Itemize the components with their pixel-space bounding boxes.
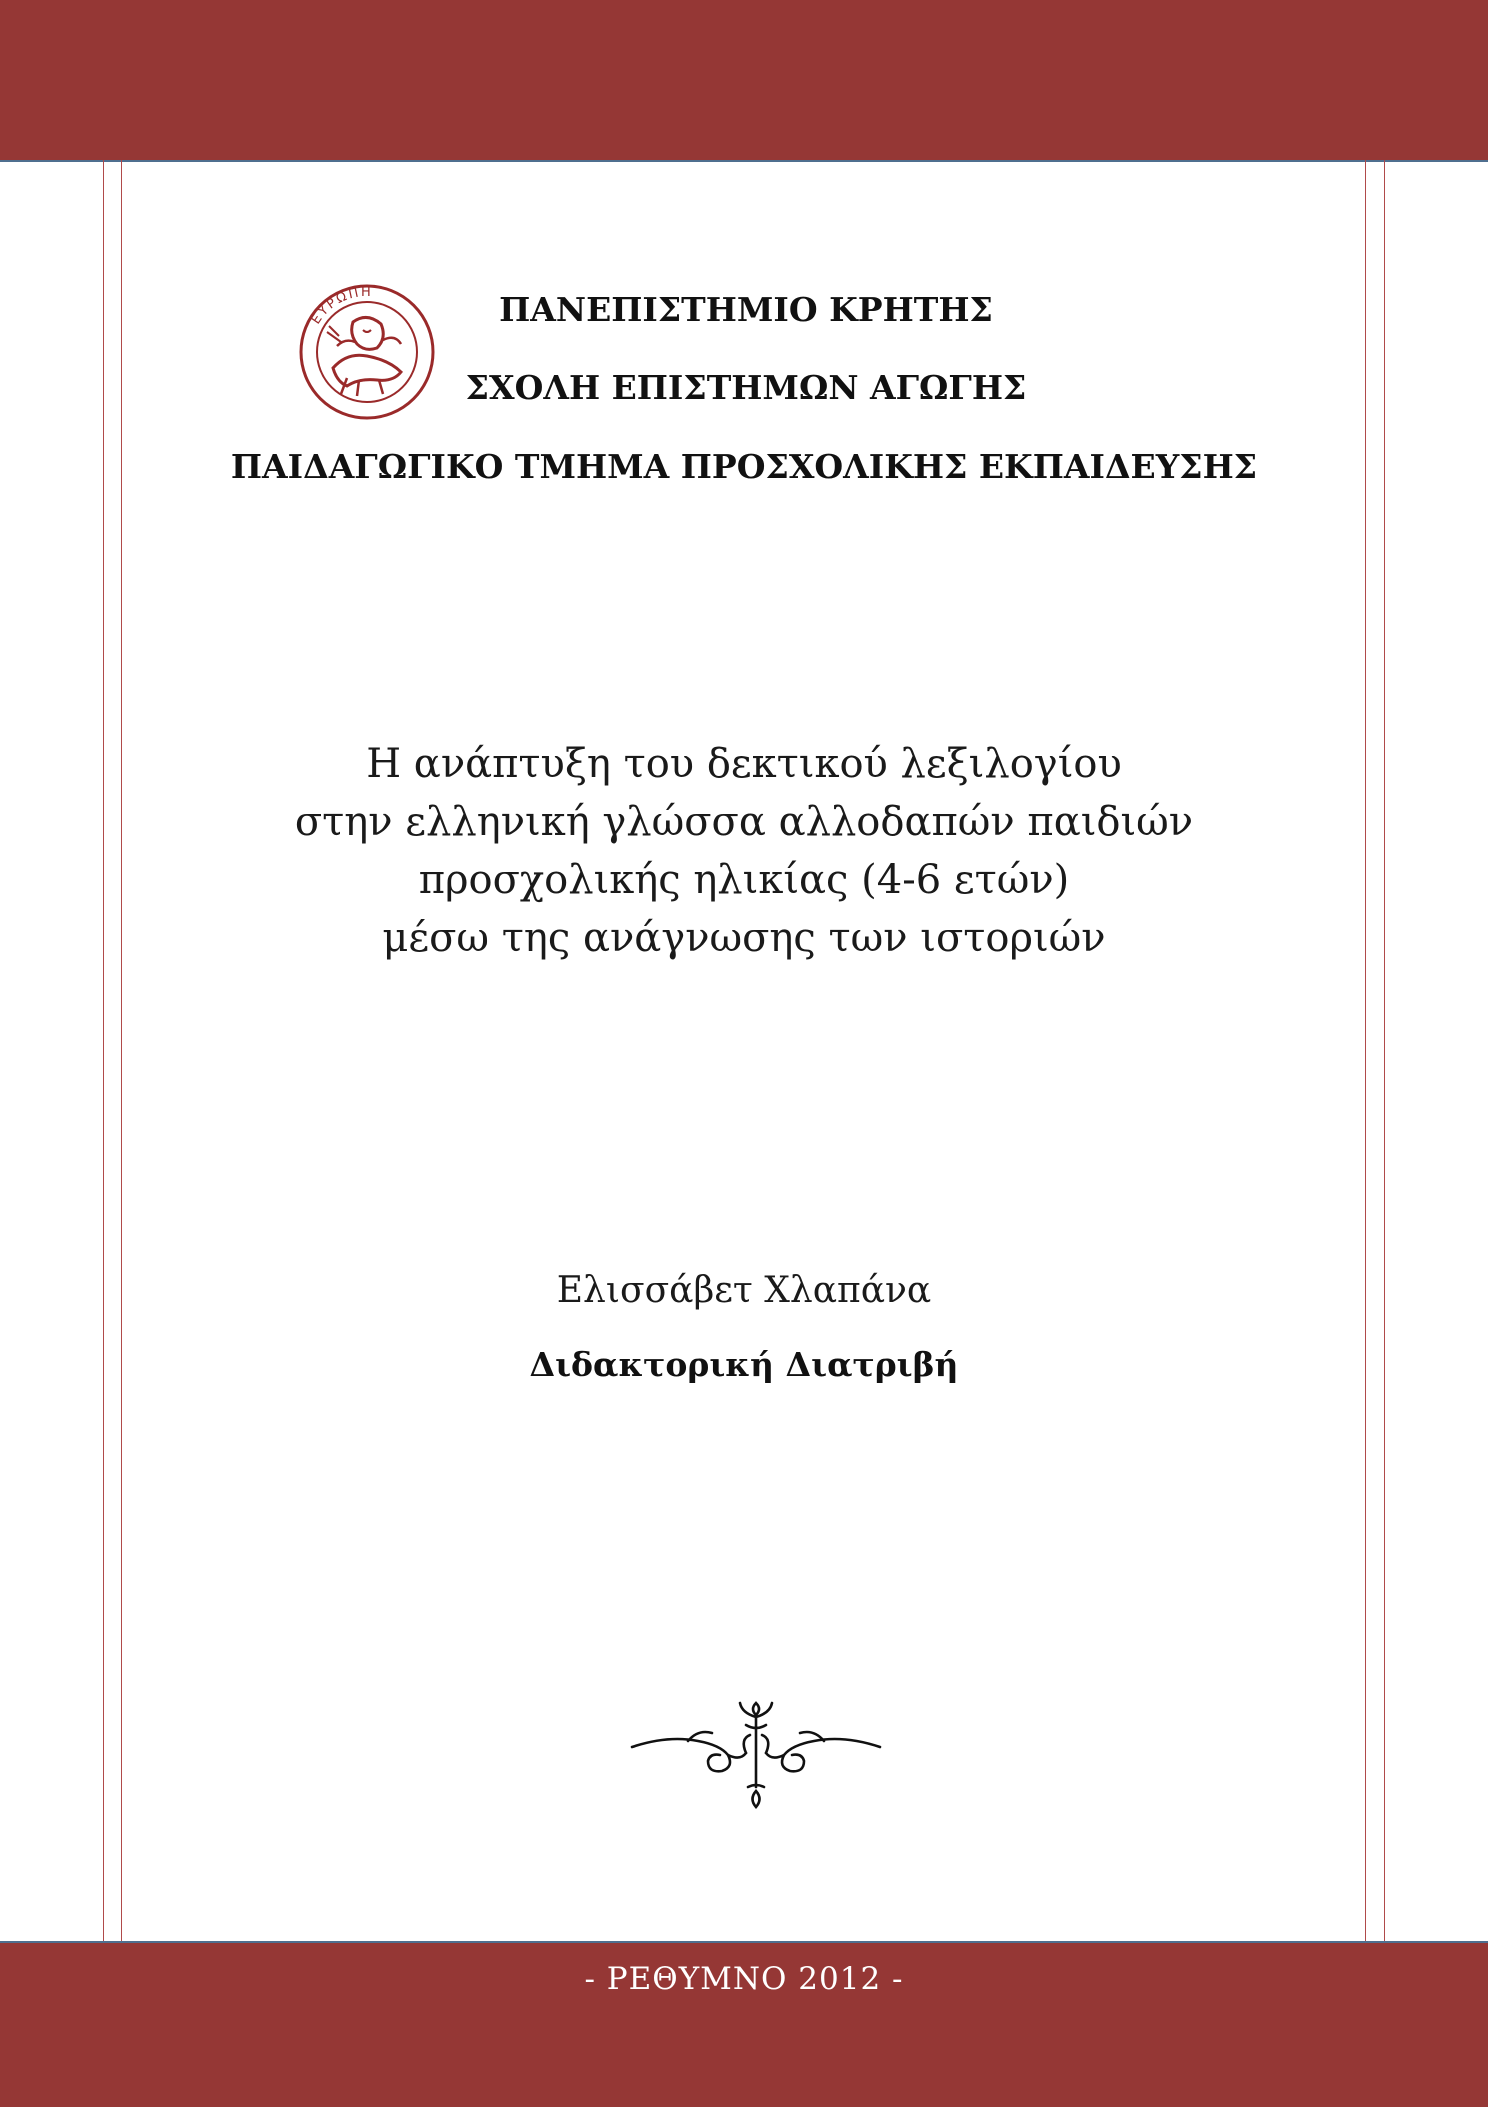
left-outer-rule xyxy=(103,160,104,1941)
document-type: Διδακτορική Διατριβή xyxy=(529,1345,959,1384)
seal-text: ΕΥΡΩΠΗ xyxy=(308,284,373,328)
bottom-banner xyxy=(0,1941,1488,2107)
right-outer-rule xyxy=(1384,160,1385,1941)
right-inner-rule xyxy=(1365,160,1366,1941)
title-line: Η ανάπτυξη του δεκτικού λεξιλογίου xyxy=(366,741,1122,787)
thesis-title xyxy=(0,735,1488,967)
top-banner xyxy=(0,0,1488,162)
school-name: ΣΧΟΛΗ ΕΠΙΣΤΗΜΩΝ ΑΓΩΓΗΣ xyxy=(465,368,1027,407)
university-name: ΠΑΝΕΠΙΣΤΗΜΙΟ ΚΡΗΤΗΣ xyxy=(499,290,993,329)
title-line: προσχολικής ηλικίας (4-6 ετών) xyxy=(418,857,1070,903)
decorative-ornament-icon xyxy=(628,1695,884,1825)
place-year: - ΡΕΘΥΜΝΟ 2012 - xyxy=(584,1961,904,1997)
left-inner-rule xyxy=(121,160,122,1941)
department-name: ΠΑΙΔΑΓΩΓΙΚΟ ΤΜΗΜΑ ΠΡΟΣΧΟΛΙΚΗΣ ΕΚΠΑΙΔΕΥΣΗΣ xyxy=(230,447,1258,486)
title-line: στην ελληνική γλώσσα αλλοδαπών παιδιών xyxy=(294,799,1194,845)
author-name: Ελισσάβετ Χλαπάνα xyxy=(556,1270,932,1311)
title-line: μέσω της ανάγνωσης των ιστοριών xyxy=(382,915,1106,961)
